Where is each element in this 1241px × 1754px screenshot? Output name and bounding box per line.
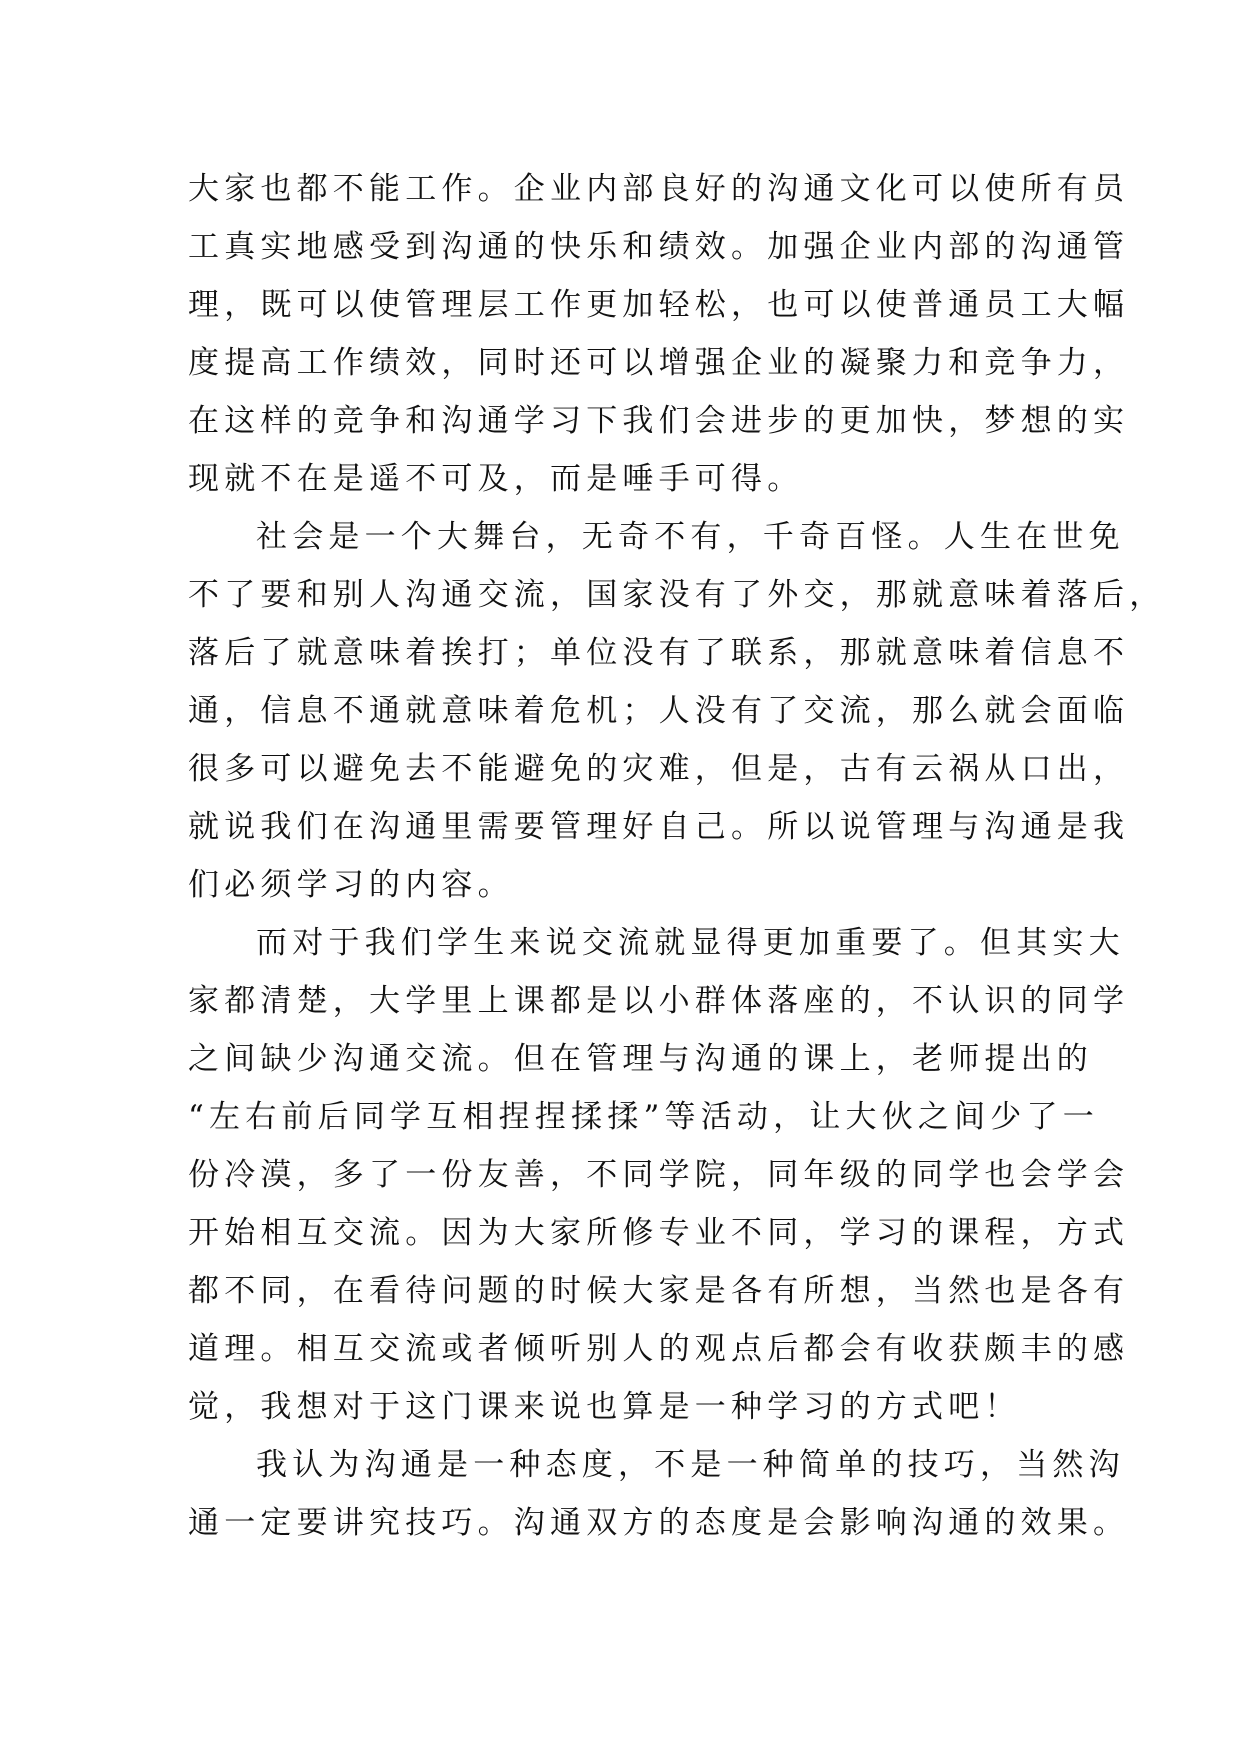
text-line: 在这样的竞争和沟通学习下我们会进步的更加快，梦想的实 — [188, 403, 1130, 439]
text-line: 理，既可以使管理层工作更加轻松，也可以使普通员工大幅 — [188, 287, 1130, 323]
text-line: 份冷漠，多了一份友善，不同学院，同年级的同学也会学会 — [188, 1157, 1130, 1193]
text-line: 家都清楚，大学里上课都是以小群体落座的，不认识的同学 — [188, 983, 1130, 1019]
text-line: 开始相互交流。因为大家所修专业不同，学习的课程，方式 — [188, 1215, 1130, 1251]
text-line: 就说我们在沟通里需要管理好自己。所以说管理与沟通是我 — [188, 809, 1130, 845]
paragraph-start-line: 我认为沟通是一种态度，不是一种简单的技巧，当然沟 — [256, 1447, 1125, 1483]
text-line: “左右前后同学互相捏捏揉揉”等活动，让大伙之间少了一 — [188, 1099, 1099, 1135]
paragraph-start-line: 而对于我们学生来说交流就显得更加重要了。但其实大 — [256, 925, 1125, 961]
text-line: 不了要和别人沟通交流，国家没有了外交，那就意味着落后， — [188, 577, 1166, 613]
text-line: 之间缺少沟通交流。但在管理与沟通的课上，老师提出的 — [188, 1041, 1093, 1077]
text-line: 很多可以避免去不能避免的灾难，但是，古有云祸从口出， — [188, 751, 1130, 787]
text-line: 觉，我想对于这门课来说也算是一种学习的方式吧！ — [188, 1389, 1021, 1425]
body-text — [188, 160, 1166, 1552]
text-line: 现就不在是遥不可及，而是唾手可得。 — [188, 461, 804, 497]
text-line: 们必须学习的内容。 — [188, 867, 514, 903]
text-line: 通一定要讲究技巧。沟通双方的态度是会影响沟通的效果。 — [188, 1505, 1130, 1541]
paragraph-start-line: 社会是一个大舞台，无奇不有，千奇百怪。人生在世免 — [256, 519, 1125, 555]
text-line: 通，信息不通就意味着危机；人没有了交流，那么就会面临 — [188, 693, 1130, 729]
text-line: 大家也都不能工作。企业内部良好的沟通文化可以使所有员 — [188, 171, 1130, 207]
text-line: 都不同，在看待问题的时候大家是各有所想，当然也是各有 — [188, 1273, 1130, 1309]
text-line: 道理。相互交流或者倾听别人的观点后都会有收获颇丰的感 — [188, 1331, 1130, 1367]
text-line: 度提高工作绩效，同时还可以增强企业的凝聚力和竞争力， — [188, 345, 1130, 381]
text-line: 工真实地感受到沟通的快乐和绩效。加强企业内部的沟通管 — [188, 229, 1130, 265]
text-line: 落后了就意味着挨打；单位没有了联系，那就意味着信息不 — [188, 635, 1130, 671]
